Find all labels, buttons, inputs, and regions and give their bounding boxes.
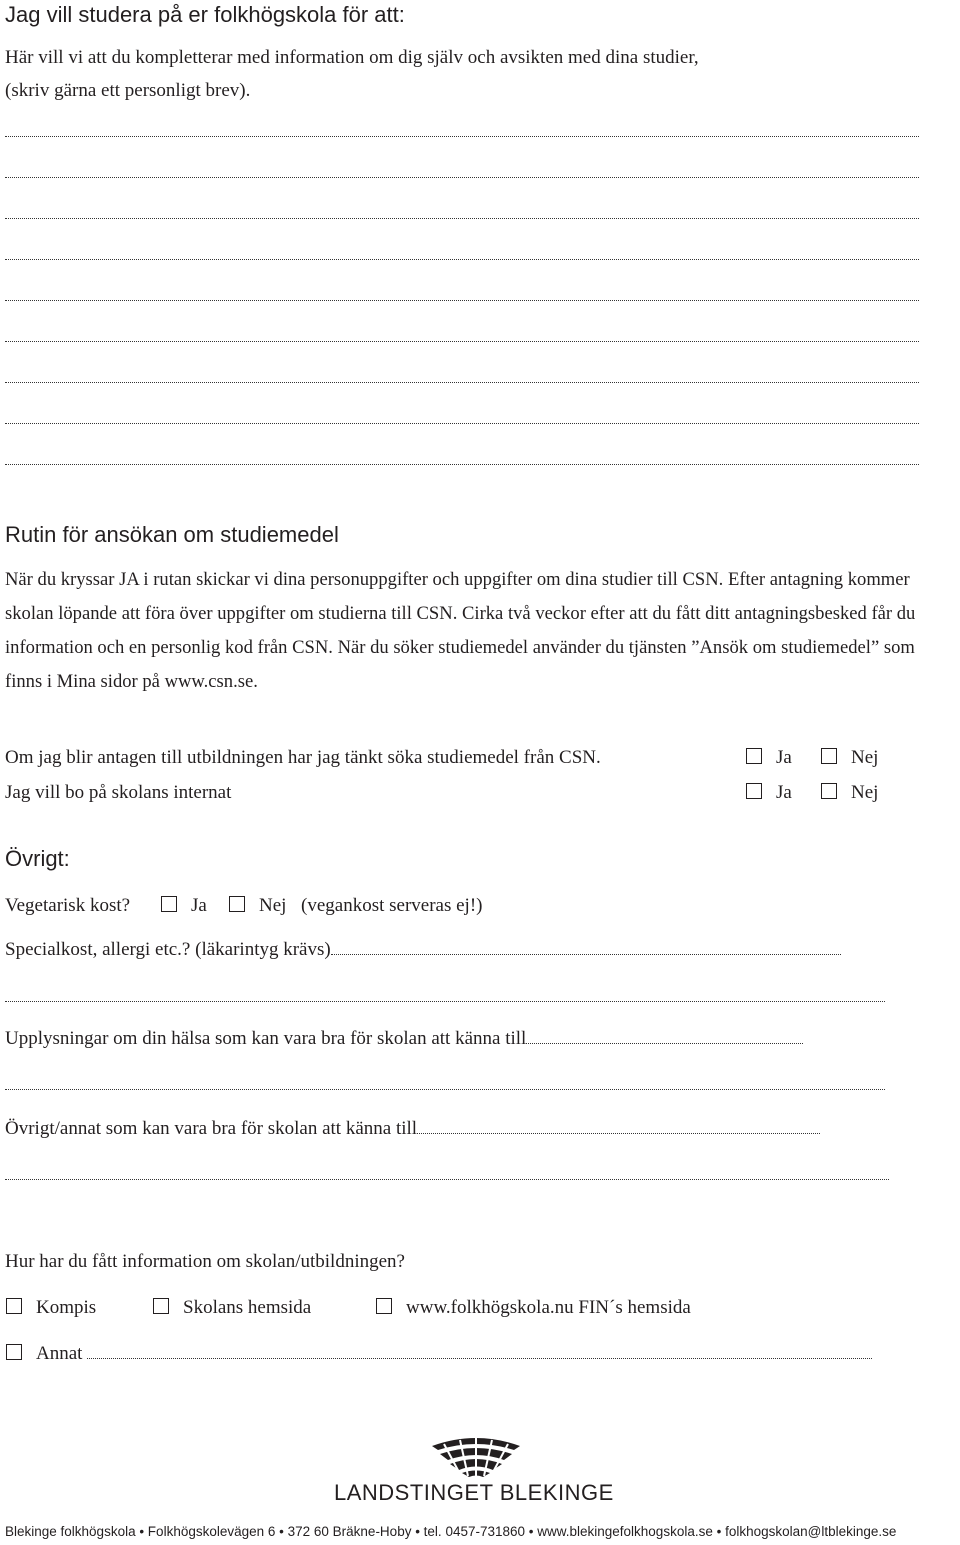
health-row[interactable] bbox=[5, 1028, 803, 1050]
veg-no-option[interactable] bbox=[229, 895, 286, 917]
writing-line[interactable] bbox=[5, 1089, 885, 1090]
landstinget-emblem-icon bbox=[430, 1436, 522, 1478]
veg-yes-option[interactable] bbox=[161, 895, 207, 917]
option-label: Skolans hemsida bbox=[183, 1297, 312, 1318]
writing-line[interactable] bbox=[5, 1179, 889, 1180]
question-csn: Om jag blir antagen till utbildningen har jag tänkt söka studiemedel från CSN. bbox=[5, 747, 601, 768]
option-label: Nej bbox=[851, 747, 879, 768]
footer-contact-info: Blekinge folkhögskola • Folkhögskolevägen 6 • 372 60 Bräkne-Hoby • tel. 0457-731860 • www.blekingefolkhogskola.se • folkhogskolan@ltblekinge.se bbox=[5, 1524, 897, 1539]
checkbox[interactable] bbox=[229, 896, 245, 912]
health-label: Upplysningar om din hälsa som kan vara bra för skolan att känna till bbox=[5, 1028, 527, 1049]
special-diet-label: Specialkost, allergi etc.? (läkarintyg krävs) bbox=[5, 939, 331, 960]
source-fin-site-option[interactable] bbox=[376, 1297, 691, 1319]
option-label: Ja bbox=[776, 782, 792, 803]
option-label: Ja bbox=[191, 895, 207, 916]
intro-text-line-1: Här vill vi att du kompletterar med information om dig själv och avsikten med dina studier, bbox=[5, 47, 699, 68]
source-other-option[interactable] bbox=[6, 1343, 872, 1365]
checkbox[interactable] bbox=[6, 1298, 22, 1314]
dorm-yes-option[interactable] bbox=[746, 782, 792, 804]
section-heading-purpose: Jag vill studera på er folkhögskola för att: bbox=[5, 2, 405, 27]
writing-line[interactable] bbox=[5, 382, 919, 383]
checkbox[interactable] bbox=[6, 1344, 22, 1360]
checkbox[interactable] bbox=[746, 748, 762, 764]
checkbox[interactable] bbox=[821, 783, 837, 799]
checkbox[interactable] bbox=[821, 748, 837, 764]
csn-yes-option[interactable] bbox=[746, 747, 792, 769]
vegetarian-label: Vegetarisk kost? bbox=[5, 895, 131, 916]
option-label: Annat bbox=[36, 1343, 83, 1364]
landstinget-logo-text: LANDSTINGET BLEKINGE bbox=[334, 1480, 614, 1505]
writing-line[interactable] bbox=[5, 136, 919, 137]
writing-line[interactable] bbox=[5, 177, 919, 178]
special-diet-row[interactable] bbox=[5, 939, 841, 961]
checkbox[interactable] bbox=[153, 1298, 169, 1314]
checkbox[interactable] bbox=[376, 1298, 392, 1314]
other-info-row[interactable] bbox=[5, 1118, 820, 1140]
section-heading-student-aid: Rutin för ansökan om studiemedel bbox=[5, 522, 339, 547]
option-label: Nej bbox=[259, 895, 287, 916]
source-friend-option[interactable] bbox=[6, 1297, 96, 1319]
source-school-site-option[interactable] bbox=[153, 1297, 311, 1319]
writing-line[interactable] bbox=[5, 423, 919, 424]
fill-line[interactable] bbox=[331, 940, 841, 955]
section-heading-other: Övrigt: bbox=[5, 846, 70, 871]
info-source-question: Hur har du fått information om skolan/utbildningen? bbox=[5, 1251, 405, 1272]
vegetarian-question bbox=[5, 895, 130, 917]
writing-line[interactable] bbox=[5, 218, 919, 219]
intro-text-line-2: (skriv gärna ett personligt brev). bbox=[5, 80, 251, 101]
checkbox[interactable] bbox=[161, 896, 177, 912]
other-info-label: Övrigt/annat som kan vara bra för skolan att känna till bbox=[5, 1118, 418, 1139]
fill-line[interactable] bbox=[417, 1119, 820, 1134]
fill-line[interactable] bbox=[526, 1029, 803, 1044]
writing-line[interactable] bbox=[5, 1001, 885, 1002]
option-label: Nej bbox=[851, 782, 879, 803]
student-aid-paragraph: När du kryssar JA i rutan skickar vi dina personuppgifter och uppgifter om dina studier till CSN. Efter antagning kommer skolan löpande att föra över uppgifter om studierna till CSN. Cirka två veckor efter att du fått ditt antagningsbesked får du information och en personlig kod från CSN. När du söker studiemedel använder du tjänsten ”Ansök om studiemedel” som finns i Mina sidor på www.csn.se. bbox=[5, 569, 916, 692]
fill-line[interactable] bbox=[87, 1344, 872, 1359]
option-label: Kompis bbox=[36, 1297, 97, 1318]
option-label: www.folkhögskola.nu FIN´s hemsida bbox=[406, 1297, 691, 1318]
csn-no-option[interactable] bbox=[821, 747, 878, 769]
question-dorm: Jag vill bo på skolans internat bbox=[5, 782, 232, 803]
writing-line[interactable] bbox=[5, 300, 919, 301]
writing-line[interactable] bbox=[5, 259, 919, 260]
option-label: Ja bbox=[776, 747, 792, 768]
dorm-no-option[interactable] bbox=[821, 782, 878, 804]
checkbox[interactable] bbox=[746, 783, 762, 799]
vegan-note: (vegankost serveras ej!) bbox=[301, 895, 483, 916]
writing-line[interactable] bbox=[5, 464, 919, 465]
writing-line[interactable] bbox=[5, 341, 919, 342]
